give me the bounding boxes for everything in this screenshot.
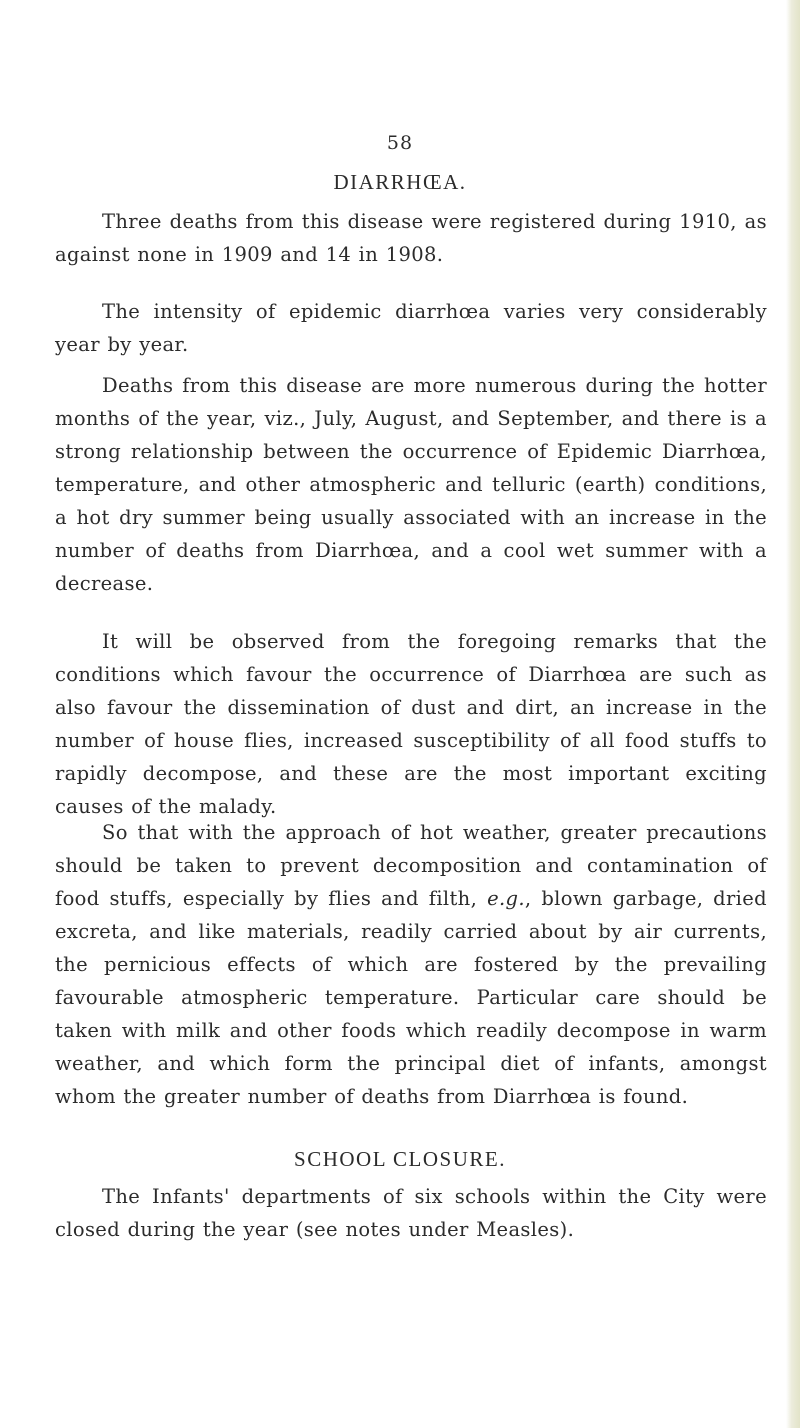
paragraph: The Infants' departments of six schools within the City were closed during the year (see notes under Measles). xyxy=(55,1185,767,1241)
eg-abbreviation: e.g. xyxy=(487,887,525,910)
paragraph: Deaths from this disease are more numerous during the hotter months of the year, viz., July, August, and September, and there is a strong relationship between the occurrence of Epidemic Diarrhœa, temperature, and other atmospheric and telluric (earth) conditions, a hot dry summer being usually associated with an increase in the number of deaths from Diarrhœa, and a cool wet summer with a decrease. xyxy=(55,374,767,595)
paragraph: It will be observed from the foregoing remarks that the conditions which favour the occurrence of Diarrhœa are such as also favour the dissemination of dust and dirt, an increase in the number of house flies, increased susceptibility of all food stuffs to rapidly decompose, and these are the most important exciting causes of the malady. xyxy=(55,630,767,818)
page-edge xyxy=(786,0,800,1428)
section-heading-diarrhoea: DIARRHŒA. xyxy=(333,170,467,194)
page-number: 58 xyxy=(386,132,414,154)
paragraph-text: , blown garbage, dried excreta, and like materials, readily carried about by air currents, the pernicious effects of which are fostered by the prevailing favourable atmospheric temperature. Particular care should be taken with milk and other foods which readily decompose in warm weather, and which form the principal diet of infants, amongst whom the greater number of deaths from Diarrhœa is found. xyxy=(55,887,767,1108)
paragraph xyxy=(55,816,767,1113)
paragraph-text: So that with the approach of hot weather, greater precautions should be taken to prevent decomposition and contamination of food stuffs, especially by flies and filth, xyxy=(55,821,767,910)
paragraph: The intensity of epidemic diarrhœa varies very considerably year by year. xyxy=(55,300,767,356)
paragraph: Three deaths from this disease were registered during 1910, as against none in 1909 and 14 in 1908. xyxy=(55,210,767,266)
section-heading-school-closure: SCHOOL CLOSURE. xyxy=(294,1147,506,1171)
